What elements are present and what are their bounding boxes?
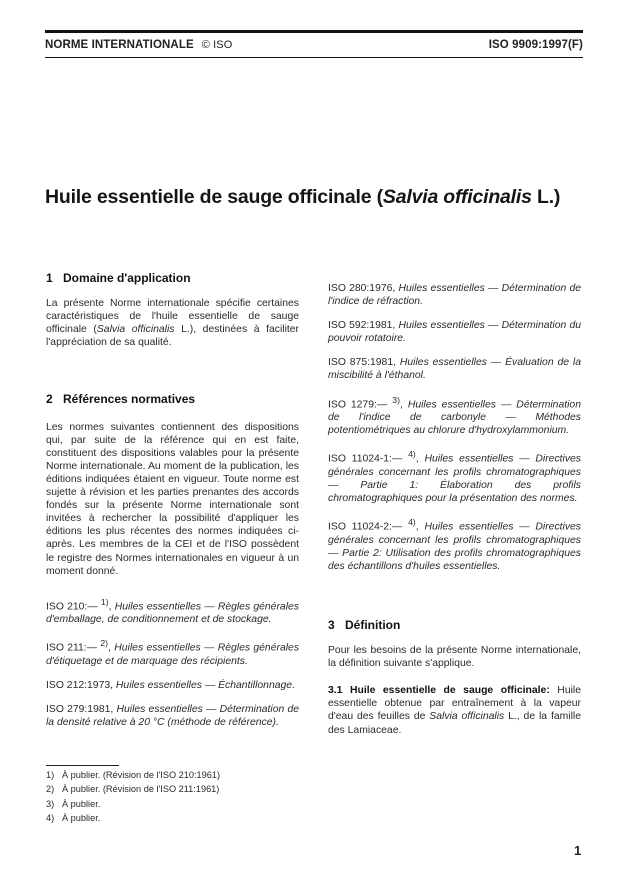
reference-code: ISO 592:1981 (328, 320, 393, 332)
right-column (328, 282, 581, 737)
section-1-text-before: La présente Norme internationale spécifie certaines caractéristiques de l'huile essentielle de sauge officinale ( (46, 298, 299, 336)
section-1-heading (46, 272, 299, 285)
standard-type: NORME INTERNATIONALE (45, 39, 194, 51)
reference-title: Huiles essentielles — Détermination du pouvoir rotatoire. (328, 320, 582, 345)
section-1-text (46, 297, 299, 349)
page-number: 1 (574, 843, 582, 858)
reference-separator: , (110, 704, 117, 716)
reference-code: ISO 210:— (46, 601, 101, 613)
page-header (45, 30, 583, 58)
reference-iso-280 (328, 282, 581, 308)
title-main: Huile essentielle de sauge officinale ( (45, 186, 383, 208)
reference-separator: , (108, 642, 115, 654)
reference-code: ISO 280:1976 (328, 283, 393, 294)
reference-title: Huiles essentielles — Évaluation de la miscibilité à l'éthanol. (328, 357, 581, 382)
footnote-mark: 1) (46, 770, 55, 780)
footnote-mark: 1) (100, 596, 109, 607)
reference-iso-875 (328, 356, 581, 382)
reference-iso-210 (46, 596, 299, 627)
footnotes (46, 765, 306, 825)
reference-code: ISO 211:— (46, 642, 101, 654)
reference-code: ISO 11024-2:— (328, 521, 409, 533)
definition-text-before: Huile essentielle obtenue par entraînement à la vapeur d'eau des feuilles de (328, 685, 581, 723)
reference-code: ISO 1279:— (328, 399, 393, 411)
reference-separator: , (415, 521, 425, 533)
definition-text-italic: Salvia officinalis (429, 711, 505, 723)
reference-title: Huiles essentielles — Directives générales concernant les profils chromatographiques — Partie 2: Utilisation des profils chromatographiques des échantillons d'huiles essentielles. (328, 521, 582, 572)
reference-title: Huiles essentielles — Échantillonnage. (115, 680, 295, 691)
reference-iso-1279 (328, 394, 581, 438)
section-2-number: 2 (46, 392, 53, 407)
footnote-text: À publier. (Révision de l'ISO 210:1961) (62, 770, 221, 780)
footnote-text: À publier. (62, 812, 101, 823)
copyright-notice: © ISO (201, 39, 233, 51)
reference-title: Huiles essentielles — Détermination de l'indice de réfraction. (328, 283, 582, 308)
footnote-mark: 2) (100, 638, 109, 649)
section-3-number: 3 (328, 618, 335, 632)
title-end: L.) (531, 186, 561, 208)
document-title (45, 186, 585, 209)
reference-separator: , (392, 283, 399, 294)
reference-title: Huiles essentielles — Règles générales d'étiquetage et de marquage des récipients. (46, 642, 300, 667)
left-column (46, 272, 299, 729)
definition-3-1 (328, 684, 581, 736)
reference-separator: , (399, 399, 408, 411)
normative-references-left (46, 596, 299, 730)
reference-separator: , (392, 320, 399, 332)
section-1-number: 1 (46, 271, 53, 285)
section-1-text-after: L.), destinées à faciliter l'appréciation de sa qualité. (46, 324, 300, 349)
header-left (45, 39, 232, 51)
footnote-item (46, 797, 306, 811)
footnote-mark: 3) (392, 394, 400, 405)
reference-separator: , (110, 680, 116, 691)
reference-separator: , (108, 601, 115, 613)
section-2-text: Les normes suivantes contiennent des dispositions qui, par suite de la référence qui en est faite, constituent des dispositions valables pour la présente Norme internationale. Au moment de la publication, les éditions indiquées étaient en vigueur. Toute norme est sujette à révision et les parties prenantes des accords fondés sur la présente Norme internationale sont invitées à rechercher la possibilité d'appliquer les éditions les plus récentes des normes indiquées ci-après. Les membres de la CEI et de l'ISO possèdent le registre des Normes internationales en vigueur à un moment donné. (46, 421, 299, 577)
section-2-heading (46, 393, 299, 406)
reference-title: Huiles essentielles — Détermination de l'indice de carbonyle — Méthodes potentiométriques au chlorure d'hydroxylammonium. (328, 399, 581, 437)
reference-code: ISO 212:1973 (46, 680, 111, 691)
footnote-item (46, 782, 306, 796)
reference-iso-11024-1 (328, 448, 581, 505)
reference-title: Huiles essentielles — Règles générales d'emballage, de conditionnement et de stockage. (46, 601, 299, 626)
reference-code: ISO 11024-1:— (328, 453, 409, 465)
reference-title: Huiles essentielles — Détermination de la densité relative à 20 °C (méthode de référence). (46, 704, 300, 729)
footnote-item (46, 768, 306, 782)
reference-code: ISO 875:1981 (328, 357, 394, 369)
footnote-text: À publier. (Révision de l'ISO 211:1961) (62, 784, 220, 795)
standard-reference: ISO 9909:1997(F) (488, 39, 583, 51)
footnote-mark: 4) (46, 812, 55, 823)
footnote-mark: 4) (408, 517, 416, 528)
section-2-title: Références normatives (63, 392, 196, 407)
footnote-mark: 2) (46, 784, 55, 795)
reference-code: ISO 279:1981 (46, 704, 111, 716)
reference-separator: , (415, 453, 425, 465)
reference-iso-11024-2 (328, 516, 581, 573)
section-1-text-italic: Salvia officinalis (96, 324, 175, 336)
section-3-title: Définition (345, 618, 401, 632)
definition-term: Huile essentielle de sauge officinale: (349, 685, 550, 697)
definition-number: 3.1 (328, 685, 343, 697)
footnote-divider (46, 765, 119, 766)
footnote-item (46, 811, 306, 825)
section-1-title: Domaine d'application (63, 271, 191, 285)
footnote-text: À publier. (62, 798, 101, 809)
reference-iso-592 (328, 319, 581, 345)
reference-title: Huiles essentielles — Directives générales concernant les profils chromatographiques — Partie 1: Élaboration des profils chromatographiques pour la présentation des normes. (328, 453, 582, 505)
section-3-heading (328, 619, 581, 632)
reference-separator: , (393, 357, 400, 369)
section-3-intro: Pour les besoins de la présente Norme internationale, la définition suivante s'applique. (328, 645, 581, 670)
title-italic: Salvia officinalis (382, 186, 532, 208)
reference-iso-212 (46, 679, 299, 692)
footnote-mark: 4) (408, 449, 416, 460)
footnote-mark: 3) (46, 798, 55, 809)
reference-iso-211 (46, 637, 299, 668)
definition-text-after: L., de la famille des Lamiaceae. (328, 711, 581, 736)
reference-iso-279 (46, 703, 299, 729)
